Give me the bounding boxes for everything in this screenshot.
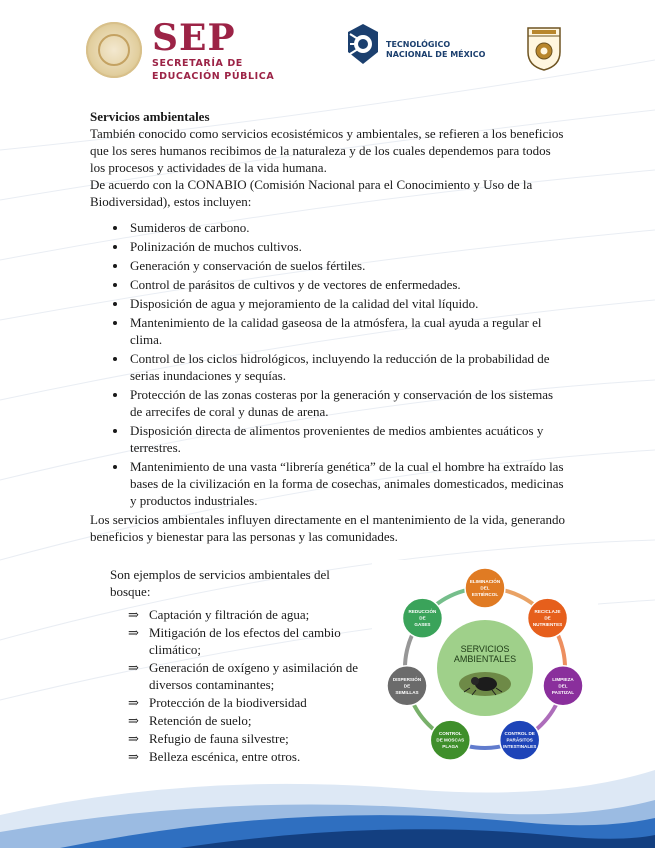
list-item: • Disposición de agua y mejoramiento de la calidad del vital líquido. — [128, 295, 568, 312]
arrow-icon: ⇒ — [128, 625, 139, 640]
tecnm-logo-line1: TECNOLÓGICO — [386, 40, 451, 49]
list-item — [128, 712, 368, 729]
services-list — [90, 219, 568, 509]
document-body — [90, 108, 568, 545]
list-item — [128, 606, 368, 623]
diagram-node-label: DE MOSCAS — [436, 737, 465, 743]
center-label-line2: AMBIENTALES — [453, 654, 517, 664]
tecnm-emblem-icon — [344, 22, 382, 66]
diagram-node-label: CONTROL — [438, 731, 462, 737]
intro-paragraph: También conocido como servicios ecosistémicos y ambientales, se refieren a los beneficios que los seres humanos recibimos de la naturaleza y de los cuales dependemos para todos los procesos y actividades de la vida humana. — [90, 126, 564, 175]
conabio-paragraph: De acuerdo con la CONABIO (Comisión Nacional para el Conocimiento y Uso de la Biodiversidad), estos incluyen: — [90, 177, 533, 209]
diagram-node-label: NUTRIENTES — [532, 622, 563, 628]
diagram-node — [387, 666, 427, 706]
list-item — [128, 748, 368, 765]
list-item: • Sumideros de carbono. — [128, 219, 568, 236]
arrow-icon: ⇒ — [128, 749, 139, 764]
diagram-node-label: REDUCCIÓN — [408, 609, 437, 615]
list-item: • Mantenimiento de la calidad gaseosa de la atmósfera, la cual ayuda a regular el clima. — [128, 314, 568, 348]
arrow-icon: ⇒ — [128, 660, 139, 675]
diagram-node-label: LIMPIEZA — [552, 676, 574, 682]
example-text: Retención de suelo; — [149, 713, 252, 728]
arrow-icon: ⇒ — [128, 713, 139, 728]
sep-logo-line1: SECRETARÍA DE — [152, 58, 243, 69]
diagram-node-label: ELIMINACIÓN — [469, 579, 501, 584]
tecnm-logo-line2: NACIONAL DE MÉXICO — [386, 50, 486, 59]
diagram-node-label: DEL — [558, 683, 568, 689]
diagram-node-label: ESTIÉRCOL — [471, 592, 499, 597]
arrow-icon: ⇒ — [128, 731, 139, 746]
diagram-node-label: PARÁSITOS — [506, 737, 533, 743]
diagram-node-label: INTESTINALES — [503, 744, 537, 750]
example-text: Generación de oxígeno y asimilación de diversos contaminantes; — [149, 660, 359, 692]
tecnm-logo-text — [386, 40, 485, 60]
list-item: • Protección de las zonas costeras por la generación y conservación de los sistemas de arrecifes de coral y dunas de arena. — [128, 386, 568, 420]
list-item: • Control de parásitos de cultivos y de vectores de enfermedades. — [128, 276, 568, 293]
list-item — [128, 659, 368, 693]
diagram-node — [500, 720, 540, 760]
example-text: Captación y filtración de agua; — [149, 607, 310, 622]
center-circle — [437, 620, 533, 716]
services-diagram — [372, 560, 598, 772]
diagram-node — [543, 666, 583, 706]
diagram-node-label: DEL — [480, 585, 490, 591]
list-item: • Mantenimiento de una vasta “librería genética” de la cual el hombre ha extraído las bases de la civilización en la forma de cosechas, animales domesticados, medicinas y productos industriales. — [128, 458, 568, 509]
diagram-node — [430, 720, 470, 760]
diagram-node — [465, 568, 505, 608]
example-text: Refugio de fauna silvestre; — [149, 731, 289, 746]
diagram-node-label: DE — [419, 615, 426, 621]
examples-list — [128, 606, 368, 766]
diagram-node-label: PASTIZAL — [551, 689, 575, 695]
diagram-node — [528, 598, 568, 638]
diagram-node-label: CONTROL DE — [504, 731, 535, 737]
beetle-photo-icon — [459, 672, 511, 696]
institution-shield-icon — [524, 24, 564, 72]
sep-logo — [152, 17, 275, 82]
example-text: Mitigación de los efectos del cambio climático; — [149, 625, 341, 657]
center-label-line1: SERVICIOS — [460, 644, 510, 654]
diagram-node-label: RECICLAJE — [534, 609, 561, 615]
examples-intro: Son ejemplos de servicios ambientales del bosque: — [110, 567, 330, 599]
list-item: • Control de los ciclos hidrológicos, incluyendo la reducción de la probabilidad de serias inundaciones y sequías. — [128, 350, 568, 384]
header-logos — [0, 0, 655, 100]
list-item — [128, 730, 368, 747]
diagram-node-label: DISPERSIÓN — [392, 676, 422, 682]
diagram-node-label: PLAGA — [442, 744, 459, 750]
sep-logo-wordmark: SEP — [152, 17, 236, 59]
mexico-seal-icon — [86, 22, 142, 78]
example-text: Belleza escénica, entre otros. — [149, 749, 301, 764]
list-item: • Polinización de muchos cultivos. — [128, 238, 568, 255]
arrow-icon: ⇒ — [128, 695, 139, 710]
list-item — [128, 624, 368, 658]
example-text: Protección de la biodiversidad — [149, 695, 307, 710]
influence-paragraph: Los servicios ambientales influyen directamente en el mantenimiento de la vida, generando beneficios y bienestar para las personas y las comunidades. — [90, 512, 566, 544]
arrow-icon: ⇒ — [128, 607, 139, 622]
section-title: Servicios ambientales — [90, 109, 210, 124]
list-item: • Disposición directa de alimentos provenientes de medios ambientes acuáticos y terrestres. — [128, 422, 568, 456]
diagram-node-label: DE — [403, 683, 411, 689]
list-item: • Generación y conservación de suelos fértiles. — [128, 257, 568, 274]
list-item — [128, 694, 368, 711]
diagram-node-label: SEMILLAS — [395, 689, 419, 695]
diagram-node-label: DE — [544, 615, 551, 621]
sep-logo-line2: EDUCACIÓN PÚBLICA — [152, 71, 275, 82]
diagram-node — [402, 598, 442, 638]
diagram-node-label: GASES — [414, 622, 431, 628]
